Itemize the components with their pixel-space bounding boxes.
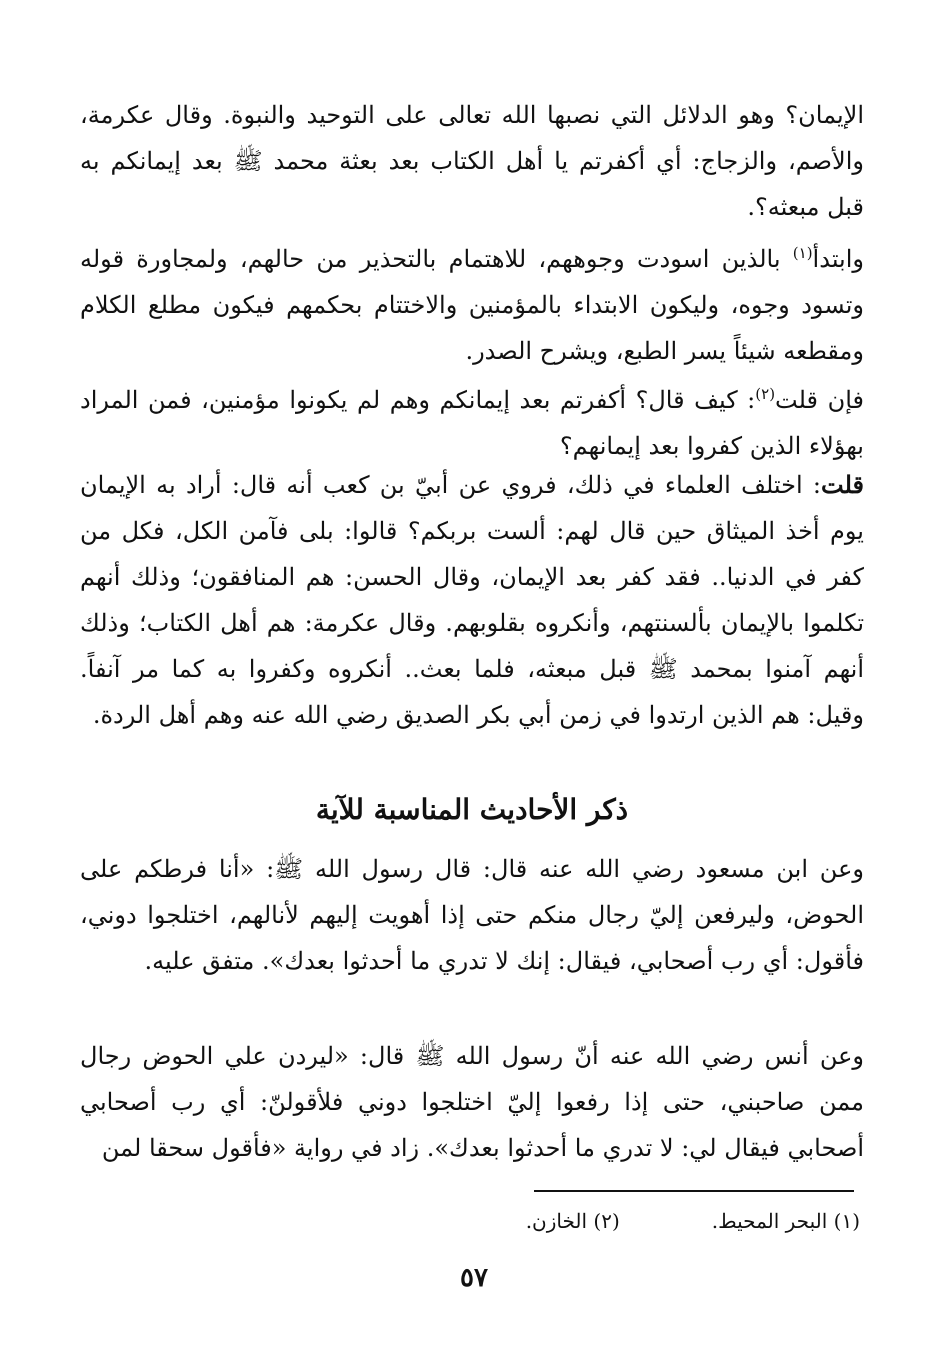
footnote-ref-2[interactable]: (٢) [755, 385, 776, 403]
paragraph-3-start: فإن قلت [775, 386, 864, 414]
hadith-paragraph-2: وعن أنس رضي الله عنه أنّ رسول الله ﷺ قال: «ليردن علي الحوض رجال ممن صاحبني، حتى إذا رفعوا إليّ اختلجوا دوني فلأقولنّ: أي رب أصحابي أصحابي فيقال لي: لا تدري ما أحدثوا بعدك». زاد في رواية «فأقول سحقا لمن [80, 1042, 864, 1162]
footnote-1: (١) البحر المحيط. [711, 1209, 860, 1233]
footnote-2: (٢) الخازن. [525, 1209, 620, 1233]
paragraph-4-rest: : اختلف العلماء في ذلك، فروي عن أبيّ بن كعب أنه قال: أراد به الإيمان يوم أخذ الميثاق حين قال لهم: ألست بربكم؟ قالوا: بلى فآمن الكل، فكل من كفر في الدنيا.. فقد كفر بعد الإيمان، وقال الحسن: هم المنافقون؛ وذلك أنهم تكلموا بالإيمان بألسنتهم، وأنكروه بقلوبهم. وقال عكرمة: هم أهل الكتاب؛ وذلك أنهم آمنوا بمحمد ﷺ قبل مبعثه، فلما بعث.. أنكروه وكفروا به كما مر آنفاً. وقيل: هم الذين ارتدوا في زمن أبي بكر الصديق رضي الله عنه وهم أهل الردة. [80, 471, 864, 729]
paragraph-2 [80, 236, 916, 374]
footnote-ref-1[interactable]: (١) [792, 244, 813, 262]
page-number: ٥٧ [460, 1263, 488, 1293]
hadith-paragraph-1: وعن ابن مسعود رضي الله عنه قال: قال رسول الله ﷺ: «أنا فرطكم على الحوض، وليرفعن إليّ رجال منكم حتى إذا أهويت إليهم لأنالهم، اختلجوا دوني، فأقول: أي رب أصحابي، فيقال: إنك لا تدري ما أحدثوا بعدك». متفق عليه. [80, 855, 864, 975]
paragraph-3-rest: : كيف قال؟ أكفرتم بعد إيمانكم وهم لم يكونوا مؤمنين، فمن المراد بهؤلاء الذين كفروا بعد إيمانهم؟ [80, 386, 864, 460]
paragraph-1: الإيمان؟ وهو الدلائل التي نصبها الله تعالى على التوحيد والنبوة. وقال عكرمة، والأصم، والزجاج: أي أكفرتم يا أهل الكتاب بعد بعثة محمد ﷺ بعد إيمانكم به قبل مبعثه؟. [80, 101, 864, 221]
paragraph-3 [80, 377, 864, 469]
footnotes [300, 1206, 860, 1236]
paragraph-2-rest: بالذين اسودت وجوههم، للاهتمام بالتحذير من حالهم، ولمجاورة قوله وتسود وجوه، وليكون الابتداء بالمؤمنين والاختتام بحكمهم فيكون مطلع الكلام ومقطعه شيئاً يسر الطبع، ويشرح الصدر. [80, 245, 864, 365]
section-heading: ذكر الأحاديث المناسبة للآية [315, 793, 629, 826]
answer-label: قلت [821, 470, 864, 499]
footnote-separator [534, 1190, 854, 1192]
paragraph-2-start: وابتدأ [812, 245, 864, 273]
paragraph-4 [80, 462, 864, 738]
